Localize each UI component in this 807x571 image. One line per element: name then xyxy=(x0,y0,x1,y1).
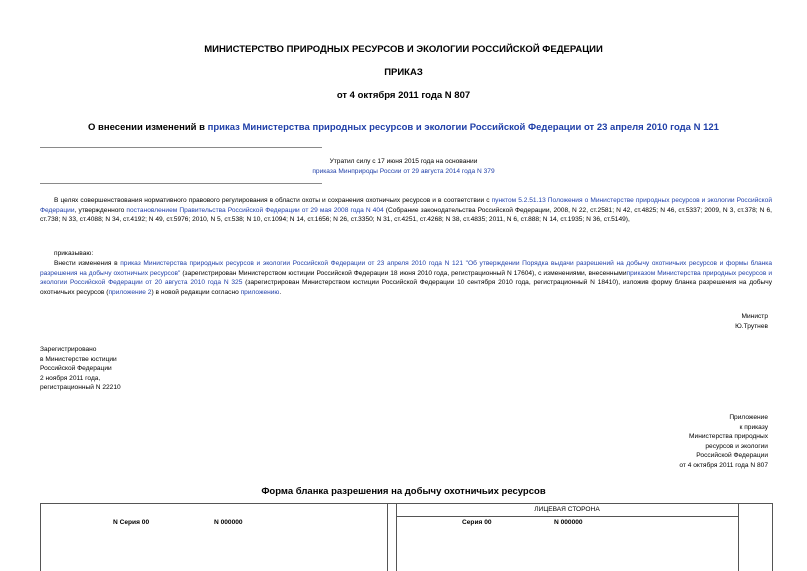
form-title: Форма бланка разрешения на добычу охотничьих ресурсов xyxy=(261,486,546,497)
status-divider-top xyxy=(40,147,322,148)
registration-line-3: Российской Федерации xyxy=(40,365,112,373)
order-121-link[interactable]: приказ Министерства природных ресурсов и экологии Российской Федерации от 23 апреля 2010 года N 121 "Об утверждении Порядка выдачи разрешений на добычу охотничьих ресурсов и формы бланка разрешения на добычу охотничьих ресурсов" xyxy=(40,260,772,277)
order-word: приказываю: xyxy=(54,250,94,257)
registration-line-2: в Министерстве юстиции xyxy=(40,355,117,363)
signature-position: Министр xyxy=(741,313,768,320)
order-text-1: Внести изменения в xyxy=(54,260,121,267)
signature-name: Ю.Трутнев xyxy=(735,323,768,330)
government-decree-link[interactable]: постановлением Правительства Российской Федерации от 29 мая 2008 года N 404 xyxy=(126,206,384,214)
order-paragraph xyxy=(40,259,772,297)
appendix-link[interactable]: приложению xyxy=(240,288,280,296)
appendix-block xyxy=(500,413,768,471)
registration-line-5: регистрационный N 22210 xyxy=(40,384,121,392)
appendix-line-1: Приложение xyxy=(729,414,768,421)
left-number: N 000000 xyxy=(214,519,243,526)
title-link[interactable]: приказ Министерства природных ресурсов и экологии Российской Федерации от 23 апреля 2010 года N 121 xyxy=(207,122,719,133)
right-number: N 000000 xyxy=(554,519,583,526)
table-header-line xyxy=(396,516,738,517)
status-divider-bottom xyxy=(40,183,322,184)
registration-line-4: 2 ноября 2011 года, xyxy=(40,374,101,382)
appendix-line-2: к приказу xyxy=(739,423,768,431)
document-type: ПРИКАЗ xyxy=(384,67,423,78)
order-325-link[interactable]: приказом Министерства природных ресурсов и экологии Российской Федерации от 20 августа 2010 года N 325 xyxy=(40,269,772,287)
appendix-line-4: ресурсов и экологии xyxy=(705,442,768,450)
table-divider-left xyxy=(387,504,388,571)
registration-block xyxy=(40,345,121,393)
preamble-paragraph xyxy=(40,196,772,225)
document-title xyxy=(0,122,807,133)
preamble-text-1: В целях совершенствования нормативного правового регулирования в области охоты и сохранения охотничьих ресурсов и в соответствии с xyxy=(54,197,492,204)
registration-line-1: Зарегистрировано xyxy=(40,346,97,353)
preamble-text-3: (Собрание законодательства Российской Федерации, 2008, N 22, ст.2581; N 42, ст.4825; N 46, ст.5337; 2009, N 3, ст.378; N 6, ст.738; N 33, ст.4088; N 34, ст.4192; N 49, ст.5976; 2010, N 5, ст.538; N 10, ст.1094; N 14, ст.1656; N 26, ст.3350; N 31, ст.4251, ст.4268; N 38, ст.4835; 2011, N 6, ст.888; N 14, ст.1935; N 36, ст.5149), xyxy=(40,206,772,224)
table-divider-right xyxy=(738,504,739,571)
status-link-line xyxy=(0,167,807,177)
permit-form-table xyxy=(40,503,773,571)
repeal-order-link[interactable]: приказа Минприроды России от 29 августа 2014 года N 379 xyxy=(312,168,495,175)
right-series: Серия 00 xyxy=(462,519,492,526)
appendix-line-5: Российской Федерации xyxy=(696,452,768,460)
order-text-2: (зарегистрирован Министерством юстиции Российской Федерации 18 июня 2010 года, регистрационный N 17604), с изменениями, внесенными xyxy=(180,269,627,277)
appendix-2-link[interactable]: приложение 2 xyxy=(108,288,152,296)
appendix-line-6: от 4 октября 2011 года N 807 xyxy=(679,461,768,469)
ministry-heading: МИНИСТЕРСТВО ПРИРОДНЫХ РЕСУРСОВ И ЭКОЛОГИИ РОССИЙСКОЙ ФЕДЕРАЦИИ xyxy=(204,44,603,55)
left-series: N Серия 00 xyxy=(113,519,150,526)
title-prefix: О внесении изменений в xyxy=(88,122,208,133)
appendix-line-3: Министерства природных xyxy=(689,433,768,441)
document-date-number: от 4 октября 2011 года N 807 xyxy=(336,90,471,101)
front-side-label: ЛИЦЕВАЯ СТОРОНА xyxy=(534,506,600,513)
order-text-5: . xyxy=(279,288,282,296)
order-text-3: (зарегистрирован Министерством юстиции Российской Федерации 10 сентября 2010 года, регистрационный N 18410), изложив форму бланка разрешения на добычу охотничьих ресурсов ( xyxy=(40,279,772,296)
regulation-link[interactable]: пунктом 5.2.51.13 Положения о Министерстве природных ресурсов и экологии Российской Федерации xyxy=(40,197,772,214)
status-line: Утратил силу с 17 июня 2015 года на основании xyxy=(329,158,478,165)
preamble-text-2: , утвержденного xyxy=(74,206,127,214)
order-text-4: ) в новой редакции согласно xyxy=(151,288,241,296)
